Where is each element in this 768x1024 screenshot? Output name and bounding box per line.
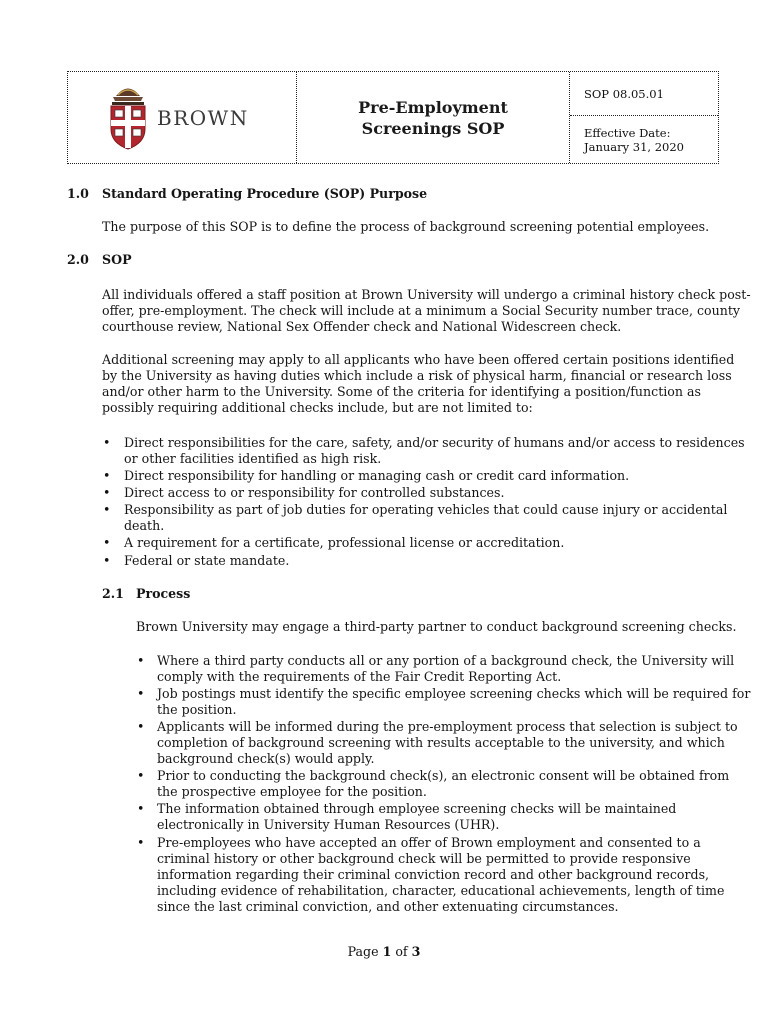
- list-item: background check(s) would apply.: [157, 751, 375, 766]
- section-2-p2-line: possibly requiring additional checks include, but are not limited to:: [102, 400, 533, 415]
- list-item: electronically in University Human Resources (UHR).: [157, 817, 500, 832]
- section-2-p1-line: All individuals offered a staff position at Brown University will undergo a criminal history check post-: [102, 287, 751, 302]
- title-cell: [297, 72, 570, 163]
- bullet-icon: •: [103, 502, 111, 517]
- list-item: since the last criminal conviction, and other extenuating circumstances.: [157, 899, 619, 914]
- page-number: [0, 944, 768, 959]
- section-2-p2-line: by the University as having duties which include a risk of physical harm, financial or research loss: [102, 368, 732, 383]
- section-2-1-intro: Brown University may engage a third-party partner to conduct background screening checks.: [136, 619, 737, 634]
- brown-shield-logo-icon: [108, 83, 148, 151]
- brand-name: BROWN: [157, 106, 249, 130]
- list-item: The information obtained through employee screening checks will be maintained: [157, 801, 677, 816]
- section-1-body: The purpose of this SOP is to define the process of background screening potential employees.: [102, 219, 710, 234]
- section-1-number: 1.0: [67, 186, 89, 201]
- bullet-icon: •: [137, 653, 145, 668]
- list-item: Direct access to or responsibility for controlled substances.: [124, 485, 505, 500]
- section-2-p2-line: and/or other harm to the University. Some of the criteria for identifying a position/function as: [102, 384, 701, 399]
- list-item: comply with the requirements of the Fair Credit Reporting Act.: [157, 669, 562, 684]
- list-item: Applicants will be informed during the pre-employment process that selection is subject to: [157, 719, 738, 734]
- list-item: Prior to conducting the background check(s), an electronic consent will be obtained from: [157, 768, 730, 783]
- section-2-p2-line: Additional screening may apply to all applicants who have been offered certain positions identified: [102, 352, 735, 367]
- bullet-icon: •: [103, 485, 111, 500]
- bullet-icon: •: [103, 535, 111, 550]
- list-item: Direct responsibilities for the care, safety, and/or security of humans and/or access to residences: [124, 435, 745, 450]
- effective-date: Effective Date: January 31, 2020: [584, 125, 684, 154]
- list-item: the prospective employee for the position.: [157, 784, 427, 799]
- list-item: Where a third party conducts all or any portion of a background check, the University will: [157, 653, 735, 668]
- list-item: Pre-employees who have accepted an offer of Brown employment and consented to a: [157, 835, 701, 850]
- list-item: A requirement for a certificate, professional license or accreditation.: [124, 535, 565, 550]
- bullet-icon: •: [137, 686, 145, 701]
- list-item: completion of background screening with results acceptable to the university, and which: [157, 735, 725, 750]
- list-item: Federal or state mandate.: [124, 553, 290, 568]
- section-2-number: 2.0: [67, 252, 89, 267]
- document-title: [358, 97, 508, 139]
- section-1-title: Standard Operating Procedure (SOP) Purpose: [102, 186, 428, 201]
- bullet-icon: •: [137, 719, 145, 734]
- current-page: 1: [382, 944, 392, 959]
- page-label: Page: [347, 944, 379, 959]
- list-item: death.: [124, 518, 165, 533]
- sop-number: SOP 08.05.01: [570, 72, 718, 116]
- list-item: or other facilities identified as high risk.: [124, 451, 382, 466]
- of-label: of: [395, 944, 408, 959]
- bullet-icon: •: [137, 801, 145, 816]
- bullet-icon: •: [137, 768, 145, 783]
- list-item: information regarding their criminal conviction record and other background records,: [157, 867, 710, 882]
- meta-cell: [570, 72, 718, 163]
- section-2-p1-line: offer, pre-employment. The check will include at a minimum a Social Security number trace, county: [102, 303, 740, 318]
- list-item: Job postings must identify the specific employee screening checks which will be required for: [157, 686, 751, 701]
- list-item: Responsibility as part of job duties for operating vehicles that could cause injury or accidental: [124, 502, 728, 517]
- bullet-icon: •: [137, 835, 145, 850]
- section-2-title: SOP: [102, 252, 132, 267]
- list-item: criminal history or other background check will be permitted to provide responsive: [157, 851, 691, 866]
- section-2-1-number: 2.1: [102, 586, 124, 601]
- bullet-icon: •: [103, 553, 111, 568]
- list-item: Direct responsibility for handling or managing cash or credit card information.: [124, 468, 630, 483]
- list-item: including evidence of rehabilitation, character, educational achievements, length of time: [157, 883, 725, 898]
- title-line-2: Screenings SOP: [361, 118, 505, 138]
- section-2-1-title: Process: [136, 586, 191, 601]
- list-item: the position.: [157, 702, 237, 717]
- bullet-icon: •: [103, 435, 111, 450]
- section-2-p1-line: courthouse review, National Sex Offender check and National Widescreen check.: [102, 319, 622, 334]
- title-line-1: Pre-Employment: [358, 97, 508, 117]
- bullet-icon: •: [103, 468, 111, 483]
- total-pages: 3: [411, 944, 421, 959]
